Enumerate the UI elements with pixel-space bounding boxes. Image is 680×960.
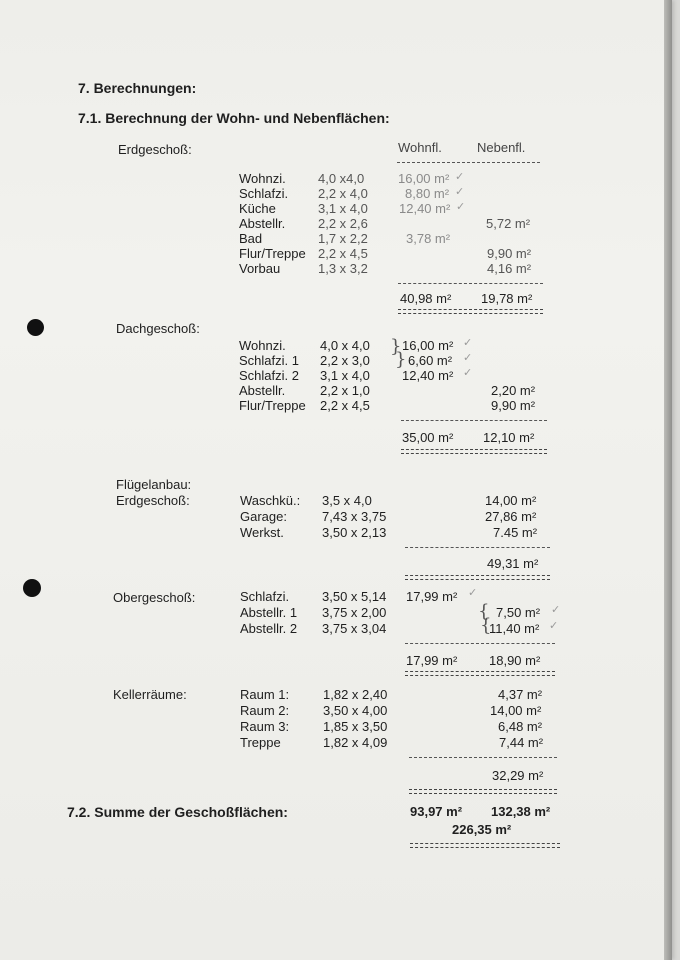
- subtotal-nebenflaeche: 19,78 m²: [481, 291, 533, 306]
- room-name: Treppe: [240, 735, 281, 750]
- floor-label-fa-erdgeschoss: Erdgeschoß:: [116, 493, 190, 508]
- header-rule: [397, 162, 540, 163]
- room-dimensions: 1,82 x 4,09: [323, 735, 388, 750]
- room-dimensions: 1,85 x 3,50: [323, 719, 388, 734]
- total-nebenflaeche: 132,38 m²: [491, 804, 551, 819]
- floor-label-obergeschoss: Obergeschoß:: [113, 590, 196, 605]
- total-double-rule: [409, 789, 557, 794]
- room-name: Schlafzi.: [240, 589, 290, 604]
- room-name: Garage:: [240, 509, 287, 524]
- room-nebenflaeche: 2,20 m²: [491, 383, 536, 398]
- room-dimensions: 3,75 x 3,04: [322, 621, 387, 636]
- check-mark-icon: ✓: [463, 337, 473, 349]
- room-dimensions: 2,2 x 1,0: [320, 383, 370, 398]
- room-name: Raum 1:: [240, 687, 290, 702]
- room-name: Flur/Treppe: [239, 246, 306, 261]
- punch-hole-top: [27, 319, 44, 336]
- check-mark-icon: ✓: [551, 604, 561, 616]
- room-dimensions: 2,2 x 4,0: [318, 186, 368, 201]
- page-edge-shadow: [664, 0, 672, 960]
- subtotal-nebenflaeche: 49,31 m²: [487, 556, 539, 571]
- check-mark-icon: ✓: [463, 352, 473, 364]
- room-dimensions: 3,50 x 5,14: [322, 589, 387, 604]
- room-name: Raum 3:: [240, 719, 290, 734]
- floor-label-dachgeschoss: Dachgeschoß:: [116, 321, 200, 336]
- room-wohnflaeche: 6,60 m²: [408, 353, 453, 368]
- room-name: Schlafzi. 1: [239, 353, 299, 368]
- handwritten-bracket-icon: }: [478, 601, 490, 622]
- room-name: Schlafzi.: [239, 186, 289, 201]
- check-mark-icon: ✓: [455, 171, 465, 183]
- subtotal-rule: [401, 420, 547, 421]
- floor-label-kellerraeume: Kellerräume:: [113, 687, 187, 702]
- room-nebenflaeche: 27,86 m²: [485, 509, 537, 524]
- room-dimensions: 3,5 x 4,0: [322, 493, 372, 508]
- section-heading-7: 7. Berechnungen:: [78, 80, 197, 96]
- room-nebenflaeche: 4,37 m²: [498, 687, 543, 702]
- column-header-nebenflaeche: Nebenfl.: [477, 140, 526, 155]
- room-wohnflaeche: 8,80 m²: [405, 186, 450, 201]
- room-dimensions: 2,2 x 3,0: [320, 353, 370, 368]
- room-nebenflaeche: 4,16 m²: [487, 261, 532, 276]
- room-name: Flur/Treppe: [239, 398, 306, 413]
- subtotal-wohnflaeche: 35,00 m²: [402, 430, 454, 445]
- room-name: Abstellr.: [239, 383, 286, 398]
- subtotal-rule: [409, 757, 557, 758]
- punch-hole-bottom: [23, 579, 41, 597]
- section-heading-7-1: 7.1. Berechnung der Wohn- und Nebenflächen:: [78, 110, 390, 126]
- section-heading-7-2: 7.2. Summe der Geschoßflächen:: [67, 804, 288, 820]
- room-dimensions: 4,0 x 4,0: [320, 338, 370, 353]
- room-nebenflaeche: 9,90 m²: [487, 246, 532, 261]
- room-dimensions: 3,1 x 4,0: [320, 368, 370, 383]
- floor-label-erdgeschoss: Erdgeschoß:: [118, 142, 192, 157]
- room-dimensions: 3,50 x 4,00: [323, 703, 388, 718]
- room-name: Waschkü.:: [240, 493, 301, 508]
- room-dimensions: 1,3 x 3,2: [318, 261, 368, 276]
- room-name: Bad: [239, 231, 263, 246]
- room-nebenflaeche: 11,40 m²: [489, 621, 540, 636]
- room-name: Werkst.: [240, 525, 284, 540]
- room-nebenflaeche: 7,50 m²: [496, 605, 541, 620]
- room-dimensions: 3,50 x 2,13: [322, 525, 387, 540]
- subtotal-nebenflaeche: 32,29 m²: [492, 768, 544, 783]
- section-label-fluegelanbau: Flügelanbau:: [116, 477, 192, 492]
- subtotal-rule: [405, 643, 555, 644]
- subtotal-rule: [398, 283, 543, 284]
- room-name: Abstellr. 1: [240, 605, 298, 620]
- room-nebenflaeche: 7,44 m²: [499, 735, 544, 750]
- handwritten-bracket-icon: }: [480, 615, 492, 636]
- room-dimensions: 1,82 x 2,40: [323, 687, 388, 702]
- column-header-wohnflaeche: Wohnfl.: [398, 140, 442, 155]
- room-wohnflaeche: 17,99 m²: [406, 589, 458, 604]
- room-name: Abstellr. 2: [240, 621, 298, 636]
- subtotal-nebenflaeche: 18,90 m²: [489, 653, 541, 668]
- room-dimensions: 7,43 x 3,75: [322, 509, 387, 524]
- room-dimensions: 4,0 x4,0: [318, 171, 365, 186]
- room-name: Vorbau: [239, 261, 281, 276]
- room-nebenflaeche: 9,90 m²: [491, 398, 536, 413]
- total-double-rule: [398, 309, 543, 314]
- room-dimensions: 3,75 x 2,00: [322, 605, 387, 620]
- room-dimensions: 2,2 x 4,5: [320, 398, 370, 413]
- room-name: Schlafzi. 2: [239, 368, 299, 383]
- room-nebenflaeche: 14,00 m²: [485, 493, 537, 508]
- subtotal-wohnflaeche: 40,98 m²: [400, 291, 452, 306]
- room-nebenflaeche: 6,48 m²: [498, 719, 543, 734]
- handwritten-bracket-icon: }: [395, 349, 407, 370]
- room-wohnflaeche: 16,00 m²: [398, 171, 450, 186]
- room-wohnflaeche: 16,00 m²: [402, 338, 454, 353]
- check-mark-icon: ✓: [468, 587, 478, 599]
- room-dimensions: 1,7 x 2,2: [318, 231, 368, 246]
- total-double-rule: [405, 671, 555, 676]
- room-name: Raum 2:: [240, 703, 290, 718]
- room-dimensions: 2,2 x 4,5: [318, 246, 368, 261]
- room-name: Wohnzi.: [239, 338, 286, 353]
- room-name: Wohnzi.: [239, 171, 286, 186]
- room-dimensions: 2,2 x 2,6: [318, 216, 368, 231]
- handwritten-bracket-icon: }: [390, 336, 402, 357]
- room-wohnflaeche: 12,40 m²: [399, 201, 451, 216]
- check-mark-icon: ✓: [463, 367, 473, 379]
- total-wohnflaeche: 93,97 m²: [410, 804, 463, 819]
- subtotal-nebenflaeche: 12,10 m²: [483, 430, 535, 445]
- grand-total-double-rule: [410, 843, 560, 848]
- subtotal-wohnflaeche: 17,99 m²: [406, 653, 458, 668]
- total-double-rule: [405, 575, 550, 580]
- room-name: Küche: [239, 201, 276, 216]
- check-mark-icon: ✓: [455, 186, 465, 198]
- room-nebenflaeche: 7.45 m²: [493, 525, 538, 540]
- room-dimensions: 3,1 x 4,0: [318, 201, 368, 216]
- grand-total: 226,35 m²: [452, 822, 512, 837]
- room-nebenflaeche: 5,72 m²: [486, 216, 531, 231]
- room-nebenflaeche: 14,00 m²: [490, 703, 542, 718]
- subtotal-rule: [405, 547, 550, 548]
- total-double-rule: [401, 449, 547, 454]
- check-mark-icon: ✓: [549, 620, 559, 632]
- check-mark-icon: ✓: [456, 201, 466, 213]
- room-wohnflaeche: 12,40 m²: [402, 368, 454, 383]
- room-name: Abstellr.: [239, 216, 286, 231]
- room-wohnflaeche: 3,78 m²: [406, 231, 451, 246]
